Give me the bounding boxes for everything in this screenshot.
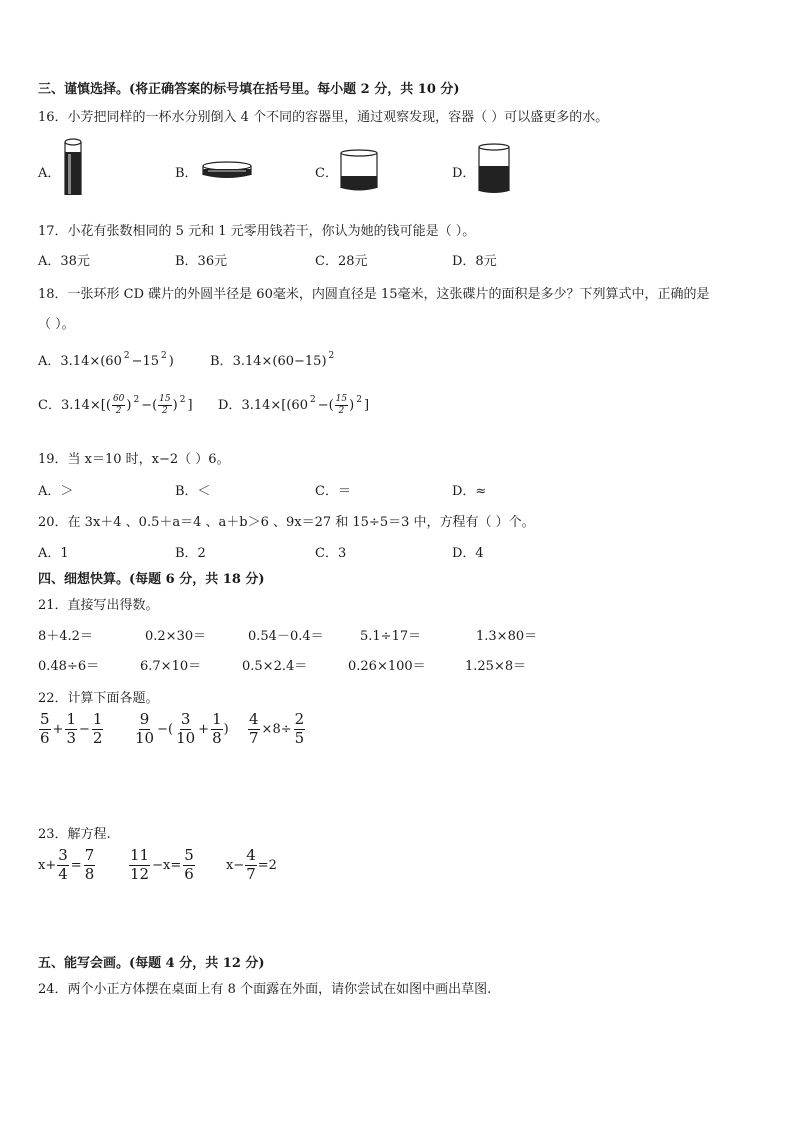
q16-option-a-label: A． [38, 166, 61, 181]
q19-option-a: A．＞ [38, 484, 74, 499]
q22-expression-2: $\frac{9}{10}$ −( $\frac{3}{10}$ + $\frac{1}{8}$ ) [135, 710, 229, 747]
q23-equation-3: x− $\frac{4}{7}$ =2 [226, 846, 277, 883]
medium-glass-icon [476, 142, 512, 196]
q18-option-c: C．3.14×[( $\frac{60}{2}$ ) $^2$ −( $\frac{15}{2}$ ) $^2$ ] [38, 393, 193, 416]
question-18-text: 18．一张环形 CD 碟片的外圆半径是 60毫米，内圆直径是 15毫米，这张碟片的面积是多少？下列算式中，正确的是 [38, 287, 710, 302]
question-21-text: 21．直接写出得数。 [38, 598, 159, 613]
question-20-text: 20．在 3x＋4 、0.5＋a＝4 、a＋b＞6 、9x＝27 和 15÷5＝3 中，方程有（ ）个。 [38, 515, 535, 530]
question-18-blank: （ ）。 [38, 317, 75, 332]
q18-option-d: D．3.14×[(60 $^2$ −( $\frac{15}{2}$ ) $^2$ ] [218, 393, 370, 416]
calc-item: 1.25×8＝ [465, 659, 527, 674]
q16-option-c-label: C． [315, 166, 338, 181]
question-19-text: 19．当 x＝10 时，x−2（ ）6。 [38, 452, 230, 467]
q16-option-d-label: D． [452, 166, 476, 181]
q17-option-d: D．8元 [452, 254, 497, 269]
q23-equation-1: x+ $\frac{3}{4}$ = $\frac{7}{8}$ [38, 846, 95, 883]
flat-wide-dish-icon [200, 160, 254, 182]
calc-item: 0.26×100＝ [348, 659, 426, 674]
calc-item: 1.3×80＝ [476, 629, 538, 644]
q20-option-d: D．4 [452, 546, 484, 561]
q20-option-b: B．2 [175, 546, 206, 561]
q17-option-b: B．36元 [175, 254, 228, 269]
q17-option-c: C．28元 [315, 254, 368, 269]
question-23-text: 23．解方程. [38, 827, 111, 842]
q20-option-a: A．1 [38, 546, 69, 561]
section-4-header: 四、细想快算。(每题 6 分，共 18 分) [38, 572, 265, 587]
q18-option-b: B．3.14×(60−15) $^2$ [210, 351, 335, 369]
section-5-header: 五、能写会画。(每题 4 分，共 12 分) [38, 956, 265, 971]
calc-item: 0.48÷6＝ [38, 659, 100, 674]
q18-option-a: A．3.14×(60 $^2$ −15 $^2$ ) [38, 351, 174, 369]
section-3-header: 三、谨慎选择。(将正确答案的标号填在括号里。每小题 2 分，共 10 分) [38, 82, 460, 97]
q22-expression-1: $\frac{5}{6}$ + $\frac{1}{3}$ − $\frac{1}{2}$ [40, 710, 103, 747]
calc-item: 0.54－0.4＝ [248, 629, 324, 644]
q20-option-c: C．3 [315, 546, 347, 561]
question-17-text: 17．小花有张数相同的 5 元和 1 元零用钱若干，你认为她的钱可能是（ ）。 [38, 224, 476, 239]
q22-expression-3: $\frac{4}{7}$ ×8÷ $\frac{2}{5}$ [249, 710, 305, 747]
question-24-text: 24．两个小正方体摆在桌面上有 8 个面露在外面，请你尝试在如图中画出草图. [38, 982, 492, 997]
q16-option-b-label: B． [175, 166, 198, 181]
q17-option-a: A．38元 [38, 254, 90, 269]
question-16-text: 16．小芳把同样的一杯水分别倒入 4 个不同的容器里，通过观察发现，容器（ ）可以盛更多的水。 [38, 110, 609, 125]
wide-cup-icon [338, 148, 380, 194]
calc-item: 0.2×30＝ [145, 629, 207, 644]
calc-item: 8＋4.2＝ [38, 629, 93, 644]
calc-item: 6.7×10＝ [140, 659, 202, 674]
q19-option-b: B．＜ [175, 484, 211, 499]
q19-option-c: C．＝ [315, 484, 351, 499]
question-22-text: 22．计算下面各题。 [38, 691, 159, 706]
calc-item: 5.1÷17＝ [360, 629, 422, 644]
q23-equation-2: $\frac{11}{12}$ −x= $\frac{5}{6}$ [130, 846, 194, 883]
q19-option-d: D．≈ [452, 484, 487, 499]
tall-narrow-glass-icon [62, 138, 84, 198]
calc-item: 0.5×2.4＝ [242, 659, 308, 674]
